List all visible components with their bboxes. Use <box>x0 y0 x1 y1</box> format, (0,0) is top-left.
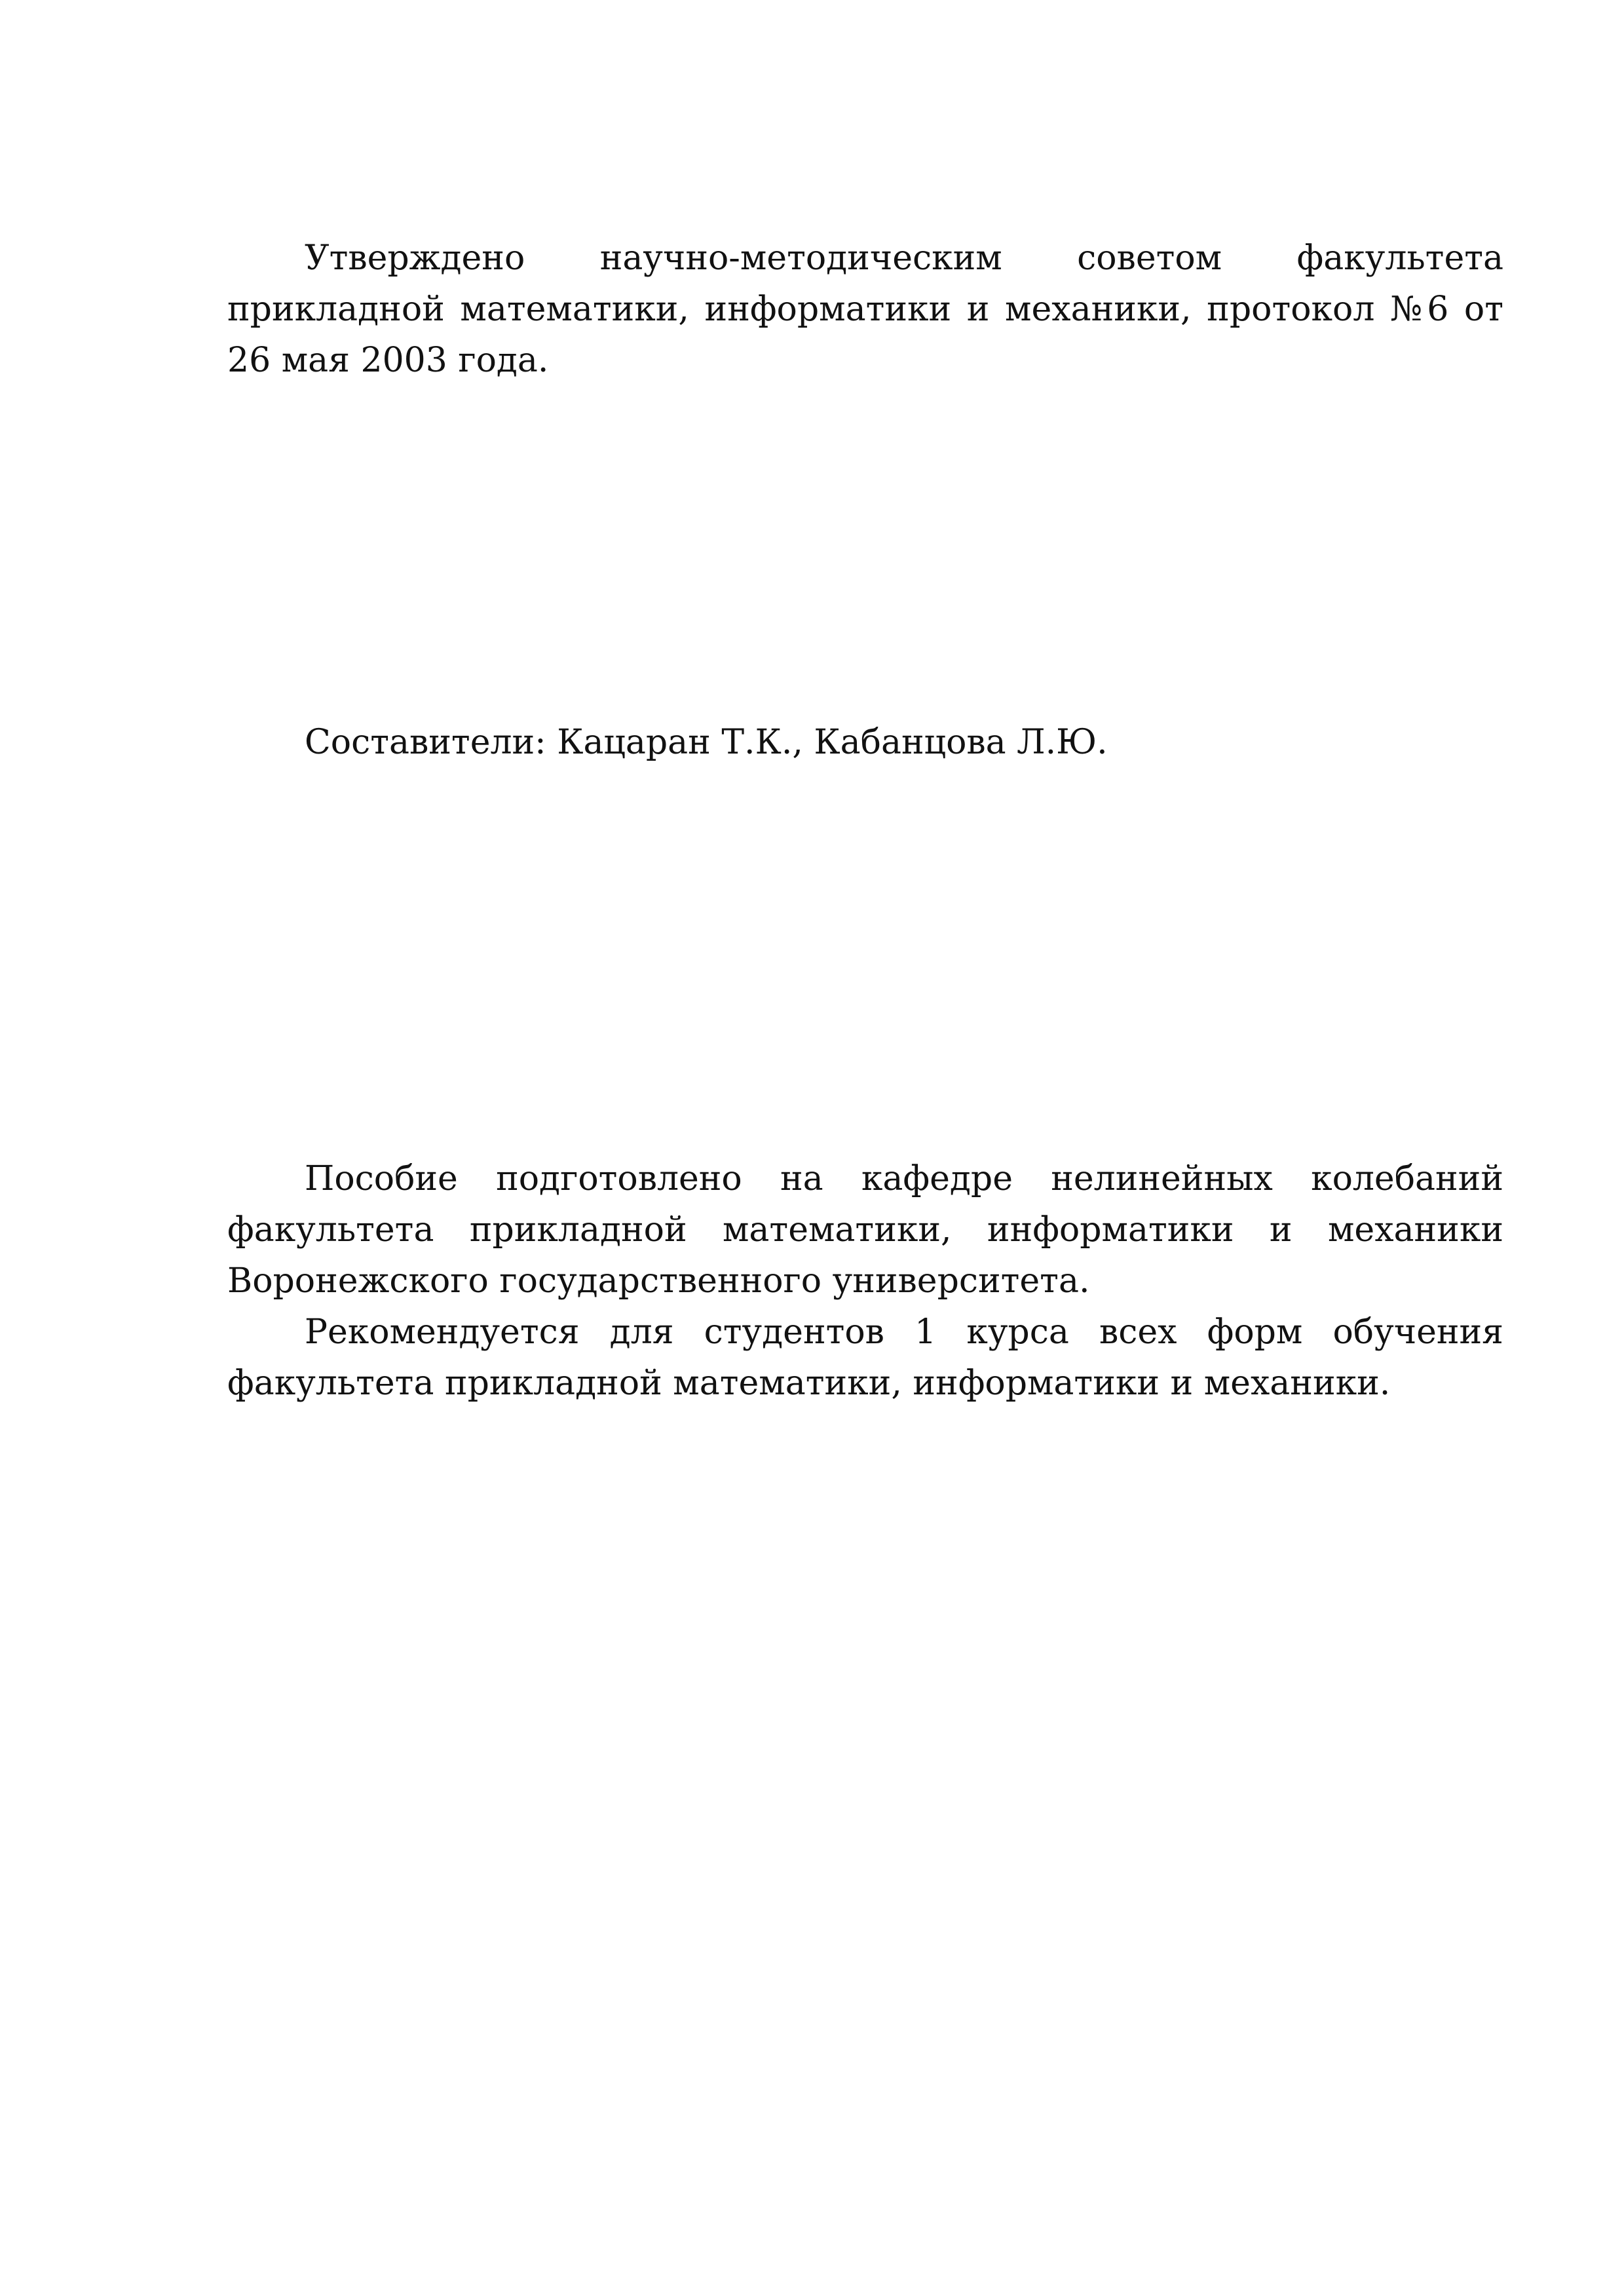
prepared-paragraph-2: Рекомендуется для студентов 1 курса всех форм обучения факультета прикладной математики, информатики и механики. <box>227 1312 1503 1403</box>
compilers-note <box>227 717 1503 768</box>
compilers-text: Составители: Кацаран Т.К., Кабанцова Л.Ю. <box>305 723 1108 762</box>
approval-note <box>227 233 1503 386</box>
approval-text: Утверждено научно-методическим советом факультета прикладной математики, информатики и механики, протокол №6 от 26 мая 2003 года. <box>227 239 1503 380</box>
prepared-paragraph-1: Пособие подготовлено на кафедре нелинейных колебаний факультета прикладной математики, информатики и механики Воронежского государственного университета. <box>227 1159 1503 1301</box>
prepared-note <box>227 1153 1503 1409</box>
